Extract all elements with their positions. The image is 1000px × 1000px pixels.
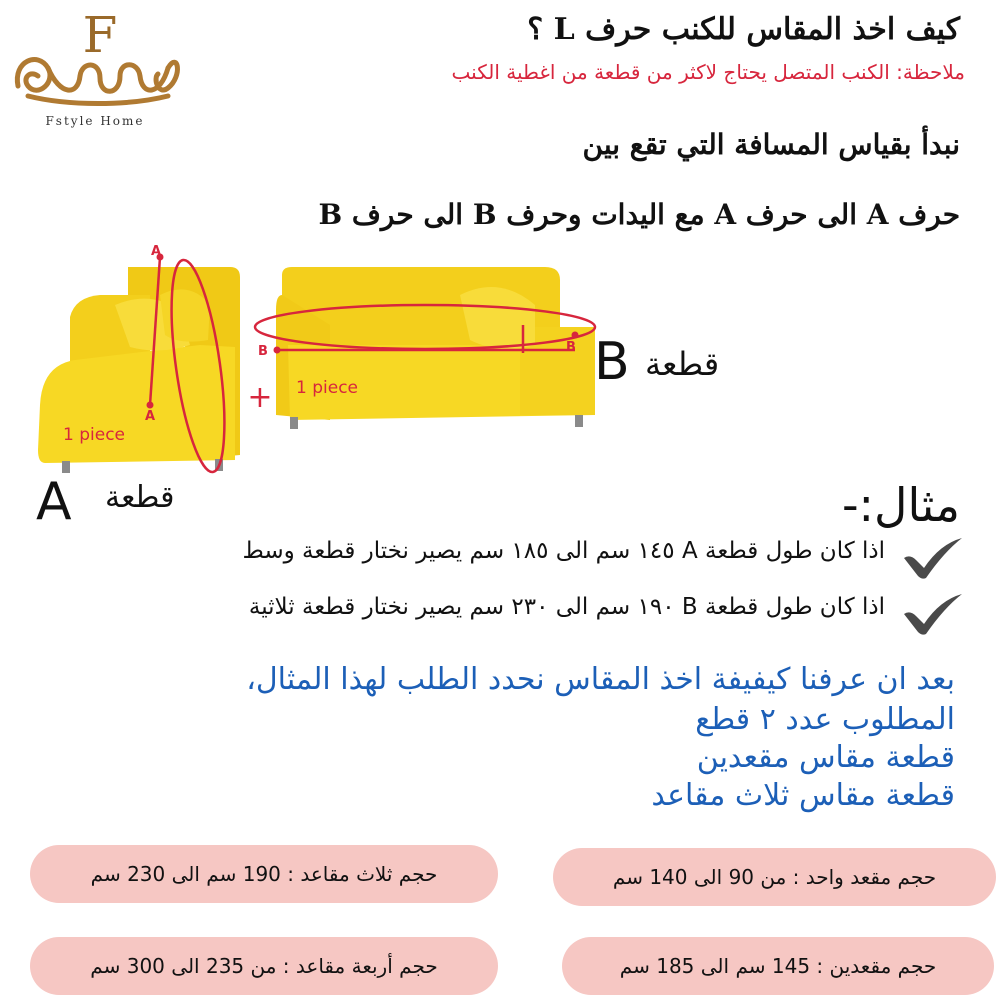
summary-line: المطلوب عدد ٢ قطع — [695, 702, 955, 737]
piece-b-letter: B — [594, 332, 630, 392]
piece-a-letter: A — [36, 472, 72, 532]
plus-sign: + — [247, 380, 273, 415]
size-single-pill: حجم مقعد واحد : من 90 الى 140 سم — [553, 848, 996, 906]
example-item-text: اذا كان طول قطعة A ١٤٥ سم الى ١٨٥ سم يصير نختار قطعة وسط — [242, 538, 885, 564]
size-three-pill: حجم ثلاث مقاعد : 190 سم الى 230 سم — [30, 845, 498, 903]
summary-line: قطعة مقاس مقعدين — [696, 740, 955, 775]
point-a-bottom: A — [144, 409, 156, 424]
intro-text: نبدأ بقياس المسافة التي تقع بين — [582, 128, 960, 161]
example-item — [0, 532, 1000, 582]
logo-letter: F — [82, 6, 118, 64]
piece-a-word: قطعة — [105, 480, 175, 515]
summary-line: بعد ان عرفنا كيفيفة اخذ المقاس نحدد الطلب لهذا المثال، — [246, 662, 955, 697]
point-b-right: B — [566, 340, 576, 355]
page-title: كيف اخذ المقاس للكنب حرف L ؟ — [527, 12, 960, 47]
measure-range-text: حرف A الى حرف A مع اليدات وحرف B الى حرف B — [318, 198, 960, 231]
checkmark-icon — [900, 592, 965, 636]
sofa-illustration — [30, 235, 650, 485]
checkmark-icon — [900, 536, 965, 580]
size-two-pill: حجم مقعدين : 145 سم الى 185 سم — [562, 937, 994, 995]
note-text: ملاحظة: الكنب المتصل يحتاج لاكثر من قطعة من اغطية الكنب — [451, 60, 965, 84]
size-four-pill: حجم أربعة مقاعد : من 235 الى 300 سم — [30, 937, 498, 995]
point-b-left: B — [258, 344, 268, 359]
piece-a-label: 1 piece — [63, 425, 125, 445]
example-item-text: اذا كان طول قطعة B ١٩٠ سم الى ٢٣٠ سم يصير نختار قطعة ثلاثية — [248, 594, 885, 620]
piece-b-label: 1 piece — [296, 378, 358, 398]
brand-name: Fstyle Home — [45, 114, 145, 128]
example-heading: مثال:- — [841, 478, 960, 532]
summary-line: قطعة مقاس ثلاث مقاعد — [651, 778, 955, 813]
point-a-top: A — [150, 244, 162, 259]
example-item — [0, 588, 1000, 638]
piece-b-word: قطعة — [645, 345, 720, 383]
